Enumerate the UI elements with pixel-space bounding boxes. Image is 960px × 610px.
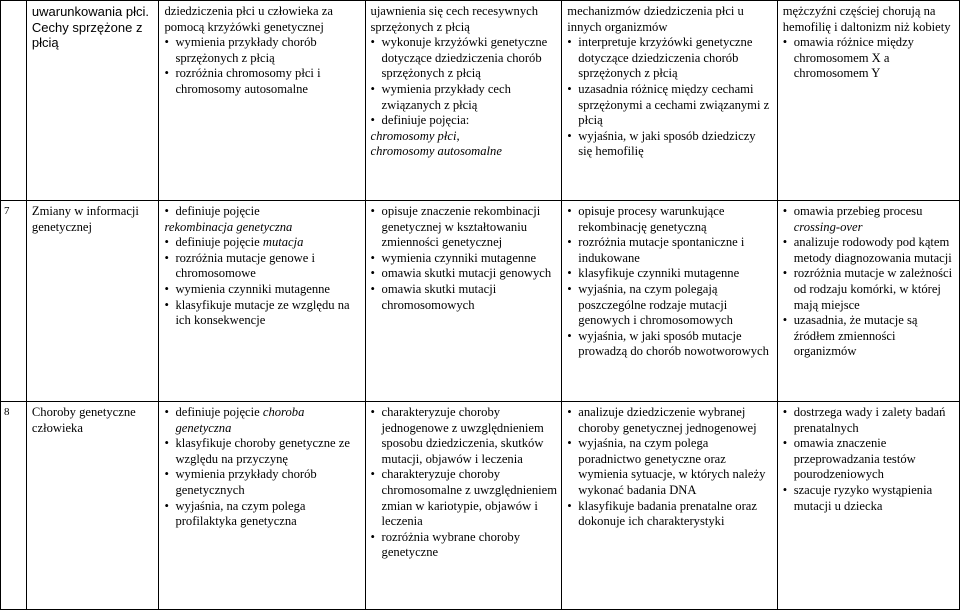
item-text: omawia skutki mutacji genowych [381,266,552,281]
list-item [371,204,558,251]
list-item [371,129,558,145]
list-item [567,266,772,282]
requirements-list [783,204,955,360]
list-item [567,204,772,235]
item-text: klasyfikuje mutacje ze względu na ich konsekwencje [175,297,350,328]
item-text: uzasadnia różnicę między cechami sprzężonymi a cechami związanymi z płcią [578,81,770,128]
list-item [567,436,772,498]
item-text: klasyfikuje czynniki mutagenne [578,266,740,281]
requirements-list [371,405,558,561]
list-item [164,220,360,236]
list-item [371,251,558,267]
item-text: opisuje procesy warunkujące rekombinację genetyczną [578,204,725,234]
list-item [567,82,772,129]
list-item [567,282,772,329]
list-item [164,66,360,97]
list-item [783,4,955,35]
requirements-cell-c4 [562,1,777,201]
list-item [164,499,360,530]
list-item [164,298,360,329]
item-text: omawia różnice między chromosomem X a chromosomem Y [793,35,914,81]
item-text: omawia przebieg procesu [793,204,923,218]
list-item [783,436,955,483]
requirements-cell-c4 [562,402,777,610]
requirements-list [567,204,772,360]
list-item [164,405,360,436]
list-item [567,35,772,82]
table-row [1,1,960,201]
requirements-cell-c2 [159,201,365,402]
item-text: opisuje znaczenie rekombinacji genetycznej w kształtowaniu zmienności genetycznej [381,204,541,250]
list-item [783,204,955,235]
list-item [371,282,558,313]
list-item [371,35,558,82]
requirements-cell-c4 [562,201,777,402]
item-text: chromosomy płci, [370,128,460,143]
item-text: rekombinacja genetyczna [164,219,293,234]
list-item [371,82,558,113]
requirements-cell-c5 [777,201,959,402]
list-item [164,4,360,35]
item-text: wyjaśnia, na czym polega profilaktyka genetyczna [175,498,306,529]
item-text: rozróżnia wybrane choroby genetyczne [381,529,520,560]
list-item [164,251,360,282]
requirements-cell-c5 [777,1,959,201]
requirements-list [567,4,772,160]
list-item [164,282,360,298]
item-text: rozróżnia mutacje w zależności od rodzaju komórki, w której mają miejsce [793,266,953,312]
list-item [164,467,360,498]
list-item [783,483,955,514]
item-text: wymienia przykłady chorób genetycznych [175,467,317,497]
list-item [567,129,772,160]
item-text: wymienia przykłady cech związanych z płcią [381,81,511,112]
item-text: definiuje pojęcie [175,235,263,250]
item-text: rozróżnia mutacje spontaniczne i indukowane [578,235,745,265]
requirements-cell-c2 [159,1,365,201]
item-text: wymienia przykłady chorób sprzężonych z płcią [175,35,317,65]
item-text: definiuje pojęcie [175,405,263,419]
list-item [164,204,360,220]
item-text: szacuje ryzyko wystąpienia mutacji u dziecka [793,482,933,513]
item-text: rozróżnia chromosomy płci i chromosomy autosomalne [175,66,321,96]
row-number: 7 [1,201,27,402]
requirements-cell-c3 [365,1,562,201]
list-item [567,329,772,360]
requirements-list [164,405,360,530]
list-item [164,235,360,251]
list-item [783,405,955,436]
list-item [783,35,955,82]
list-item [371,266,558,282]
item-text: dziedziczenia płci u człowieka za pomocą krzyżówki genetycznej [164,4,333,34]
item-text: ujawnienia się cech recesywnych sprzężonych z płcią [370,4,539,34]
item-term: choroba genetyczna [175,405,305,435]
item-text: definiuje pojęcie [175,204,260,218]
item-text: wyjaśnia, w jaki sposób mutacje prowadzą do chorób nowotworowych [578,328,769,359]
item-text: klasyfikuje choroby genetyczne ze względu na przyczynę [175,436,350,466]
list-item [567,235,772,266]
requirements-list [783,4,955,82]
item-text: rozróżnia mutacje genowe i chromosomowe [175,250,315,281]
list-item [567,405,772,436]
item-text: wykonuje krzyżówki genetyczne dotyczące dziedziczenia chorób sprzężonych z płcią [381,35,548,81]
list-item [371,113,558,129]
requirements-list [164,4,360,98]
item-text: charakteryzuje choroby jednogenowe z uwzględnieniem sposobu dziedziczenia, skutków mutacji, objawów i leczenia [381,405,544,466]
list-item [567,499,772,530]
item-term: mutacja [262,235,304,250]
item-text: chromosomy autosomalne [370,144,502,159]
item-term: crossing-over [793,219,863,234]
list-item [371,144,558,160]
list-item [371,530,558,561]
requirements-list [567,405,772,530]
list-item [783,235,955,266]
item-text: charakteryzuje choroby chromosomalne z uwzględnieniem zmian w kariotypie, objawów i leczenia [381,467,558,529]
item-text: mechanizmów dziedziczenia płci u innych organizmów [567,4,744,34]
item-text: wyjaśnia, w jaki sposób dziedziczy się hemofilię [578,128,756,159]
requirements-list [783,405,955,514]
requirements-list [371,204,558,313]
requirements-cell-c5 [777,402,959,610]
row-number: 8 [1,402,27,610]
item-text: klasyfikuje badania prenatalne oraz dokonuje ich charakterystyki [578,498,757,529]
requirements-list [164,204,360,329]
item-text: definiuje pojęcia: [381,113,470,128]
item-text: omawia skutki mutacji chromosomowych [381,281,497,312]
table-row [1,201,960,402]
list-item [164,35,360,66]
item-text: analizuje dziedziczenie wybranej choroby genetycznej jednogenowej [578,405,757,435]
list-item [371,405,558,467]
item-text: analizuje rodowody pod kątem metody diagnozowania mutacji [793,235,952,265]
item-text: wyjaśnia, na czym polega poradnictwo genetyczne oraz wymienia sytuacje, w których należy wykonać badania DNA [578,436,766,497]
table-row [1,402,960,610]
item-text: interpretuje krzyżówki genetyczne dotyczące dziedziczenia chorób sprzężonych z płcią [578,35,753,81]
requirements-list [371,4,558,160]
item-text: mężczyźni częściej chorują na hemofilię i daltonizm niż kobiety [782,4,951,34]
requirements-cell-c2 [159,402,365,610]
list-item [783,313,955,360]
item-text: wyjaśnia, na czym polegają poszczególne rodzaje mutacji genowych i chromosomowych [578,281,733,328]
item-text: omawia znaczenie przeprowadzania testów pourodzeniowych [793,436,916,482]
topic-cell: Choroby genetyczne człowieka [26,402,159,610]
list-item [783,266,955,313]
list-item [164,436,360,467]
item-text: uzasadnia, że mutacje są źródłem zmienności organizmów [793,313,918,359]
list-item [371,4,558,35]
list-item [567,4,772,35]
list-item [371,467,558,529]
topic-cell: uwarunkowania płci. Cechy sprzężone z płcią [26,1,159,201]
item-text: wymienia czynniki mutagenne [381,250,537,265]
item-text: dostrzega wady i zalety badań prenatalnych [793,405,946,435]
row-number [1,1,27,201]
requirements-cell-c3 [365,201,562,402]
topic-cell: Zmiany w informacji genetycznej [26,201,159,402]
item-text: wymienia czynniki mutagenne [175,281,331,296]
requirements-cell-c3 [365,402,562,610]
